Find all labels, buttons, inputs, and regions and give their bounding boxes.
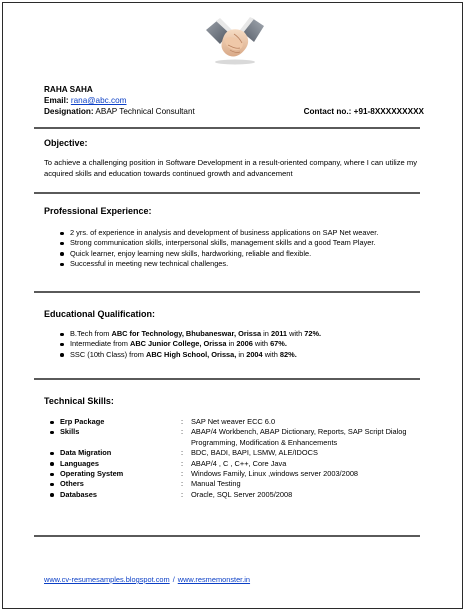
divider [34,535,420,537]
list-item: Successful in meeting new technical challenges. [70,259,440,269]
footer-separator: / [172,575,175,584]
skill-row: Others : Manual Testing [60,479,430,489]
objective-text: To achieve a challenging position in Software Development in a result-oriented company, where I can utilize my acquired skills and education towards continued growth and advancement [44,158,417,178]
skill-row: Skills : ABAP/4 Workbench, ABAP Dictionary, Reports, SAP Script Dialog Programming, Modification & Enhancements [60,427,430,448]
education-title: Educational Qualification: [44,309,156,319]
footer-link-cv-samples[interactable]: www.cv-resumesamples.blogspot.com [44,575,170,584]
designation-value: ABAP Technical Consultant [95,107,195,116]
skills-table [60,417,430,500]
handshake-icon [204,12,266,66]
skill-row: Operating System : Windows Family, Linux ,windows server 2003/2008 [60,469,430,479]
experience-list [60,228,440,270]
list-item: B.Tech from ABC for Technology, Bhubaneswar, Orissa in 2011 with 72%. [70,329,440,339]
footer-links [44,575,250,584]
experience-title: Professional Experience: [44,206,152,216]
contact-value: +91-8XXXXXXXXX [353,107,424,116]
contact-label: Contact no.: [303,107,352,116]
footer-link-resume-monster[interactable]: www.resmemonster.in [177,575,251,584]
email-label: Email: [44,96,69,105]
email-line [44,95,424,106]
divider [34,378,420,380]
designation-row [44,106,424,117]
designation-label: Designation: [44,107,94,116]
education-list [60,329,440,360]
skill-row: Erp Package : SAP Net weaver ECC 6.0 [60,417,430,427]
list-item: SSC (10th Class) from ABC High School, Orissa, in 2004 with 82%. [70,350,440,360]
header-block [44,84,424,117]
divider [34,291,420,293]
list-item: 2 yrs. of experience in analysis and development of business applications on SAP Net weaver. [70,228,440,238]
skill-row: Databases : Oracle, SQL Server 2005/2008 [60,490,430,500]
objective-title: Objective: [44,138,88,148]
skill-row: Languages : ABAP/4 , C , C++, Core Java [60,459,430,469]
divider [34,192,420,194]
list-item: Quick learner, enjoy learning new skills, hardworking, reliable and flexible. [70,249,440,259]
list-item: Strong communication skills, interpersonal skills, management skills and a good Team Player. [70,238,440,248]
skills-title: Technical Skills: [44,396,114,406]
divider [34,127,420,129]
email-link[interactable]: rana@abc.com [70,96,127,105]
list-item: Intermediate from ABC Junior College, Orissa in 2006 with 67%. [70,339,440,349]
skill-row: Data Migration : BDC, BADI, BAPI, LSMW, ALE/IDOCS [60,448,430,458]
candidate-name: RAHA SAHA [44,85,93,94]
